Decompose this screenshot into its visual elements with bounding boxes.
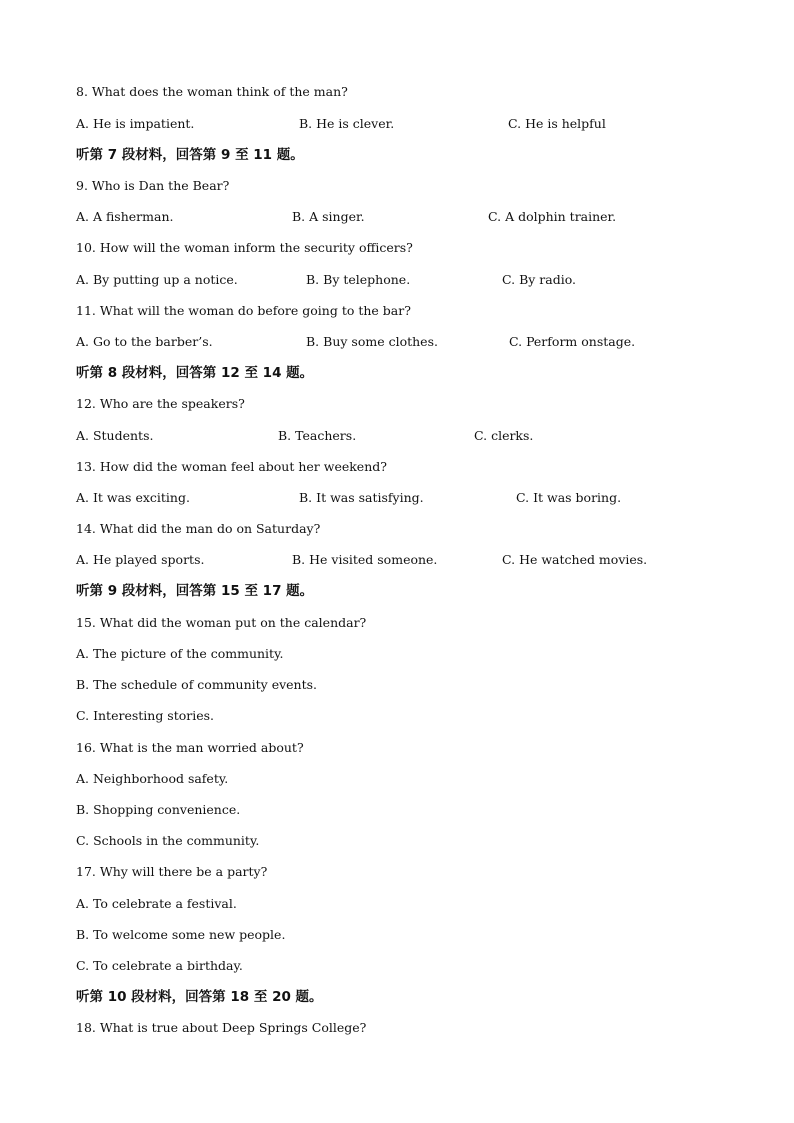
question-11-option-a: A. Go to the barber’s.	[76, 334, 213, 349]
question-12-option-c: C. clerks.	[474, 428, 534, 443]
question-15-option-b: B. The schedule of community events.	[76, 677, 318, 692]
section-heading-9: 听第 9 段材料，回答第 15 至 17 题。	[76, 583, 314, 599]
question-14-stem: 14. What did the man do on Saturday?	[76, 521, 321, 536]
question-16-option-a: A. Neighborhood safety.	[76, 771, 229, 786]
question-12-stem: 12. Who are the speakers?	[76, 396, 245, 411]
question-9-option-a: A. A fisherman.	[76, 209, 174, 224]
question-13-option-a: A. It was exciting.	[76, 490, 190, 505]
question-11-options	[76, 333, 774, 351]
question-9-option-b: B. A singer.	[292, 209, 365, 224]
section-heading-7: 听第 7 段材料，回答第 9 至 11 题。	[76, 147, 304, 163]
question-17-stem: 17. Why will there be a party?	[76, 864, 268, 879]
question-15-option-c: C. Interesting stories.	[76, 708, 215, 723]
question-14-option-b: B. He visited someone.	[292, 552, 438, 567]
question-11-option-b: B. Buy some clothes.	[306, 334, 438, 349]
question-10-stem: 10. How will the woman inform the security officers?	[76, 240, 413, 255]
question-8-option-a: A. He is impatient.	[76, 116, 195, 131]
question-9-option-c: C. A dolphin trainer.	[488, 209, 617, 224]
question-12-options	[76, 427, 774, 445]
question-8-options	[76, 115, 774, 133]
question-15-stem: 15. What did the woman put on the calendar?	[76, 615, 367, 630]
question-13-stem: 13. How did the woman feel about her weekend?	[76, 459, 387, 474]
question-17-option-a: A. To celebrate a festival.	[76, 896, 237, 911]
question-12-option-a: A. Students.	[76, 428, 154, 443]
question-8-stem: 8. What does the woman think of the man?	[76, 84, 348, 99]
question-8-option-c: C. He is helpful	[508, 116, 606, 131]
question-17-option-c: C. To celebrate a birthday.	[76, 958, 243, 973]
question-9-options	[76, 208, 774, 226]
question-17-option-b: B. To welcome some new people.	[76, 927, 286, 942]
question-18-stem: 18. What is true about Deep Springs College?	[76, 1020, 367, 1035]
question-9-stem: 9. Who is Dan the Bear?	[76, 178, 230, 193]
question-16-option-b: B. Shopping convenience.	[76, 802, 241, 817]
question-16-option-c: C. Schools in the community.	[76, 833, 260, 848]
question-14-option-a: A. He played sports.	[76, 552, 205, 567]
question-14-options	[76, 551, 774, 569]
question-8-option-b: B. He is clever.	[299, 116, 395, 131]
section-heading-8: 听第 8 段材料，回答第 12 至 14 题。	[76, 365, 314, 381]
question-10-option-a: A. By putting up a notice.	[76, 272, 238, 287]
question-13-option-b: B. It was satisfying.	[299, 490, 424, 505]
question-13-option-c: C. It was boring.	[516, 490, 622, 505]
question-10-option-c: C. By radio.	[502, 272, 576, 287]
section-heading-10: 听第 10 段材料，回答第 18 至 20 题。	[76, 989, 323, 1005]
question-11-option-c: C. Perform onstage.	[509, 334, 636, 349]
question-11-stem: 11. What will the woman do before going to the bar?	[76, 303, 411, 318]
question-14-option-c: C. He watched movies.	[502, 552, 648, 567]
question-13-options	[76, 489, 774, 507]
question-10-option-b: B. By telephone.	[306, 272, 411, 287]
question-15-option-a: A. The picture of the community.	[76, 646, 284, 661]
question-12-option-b: B. Teachers.	[278, 428, 357, 443]
question-10-options	[76, 271, 774, 289]
question-16-stem: 16. What is the man worried about?	[76, 740, 304, 755]
